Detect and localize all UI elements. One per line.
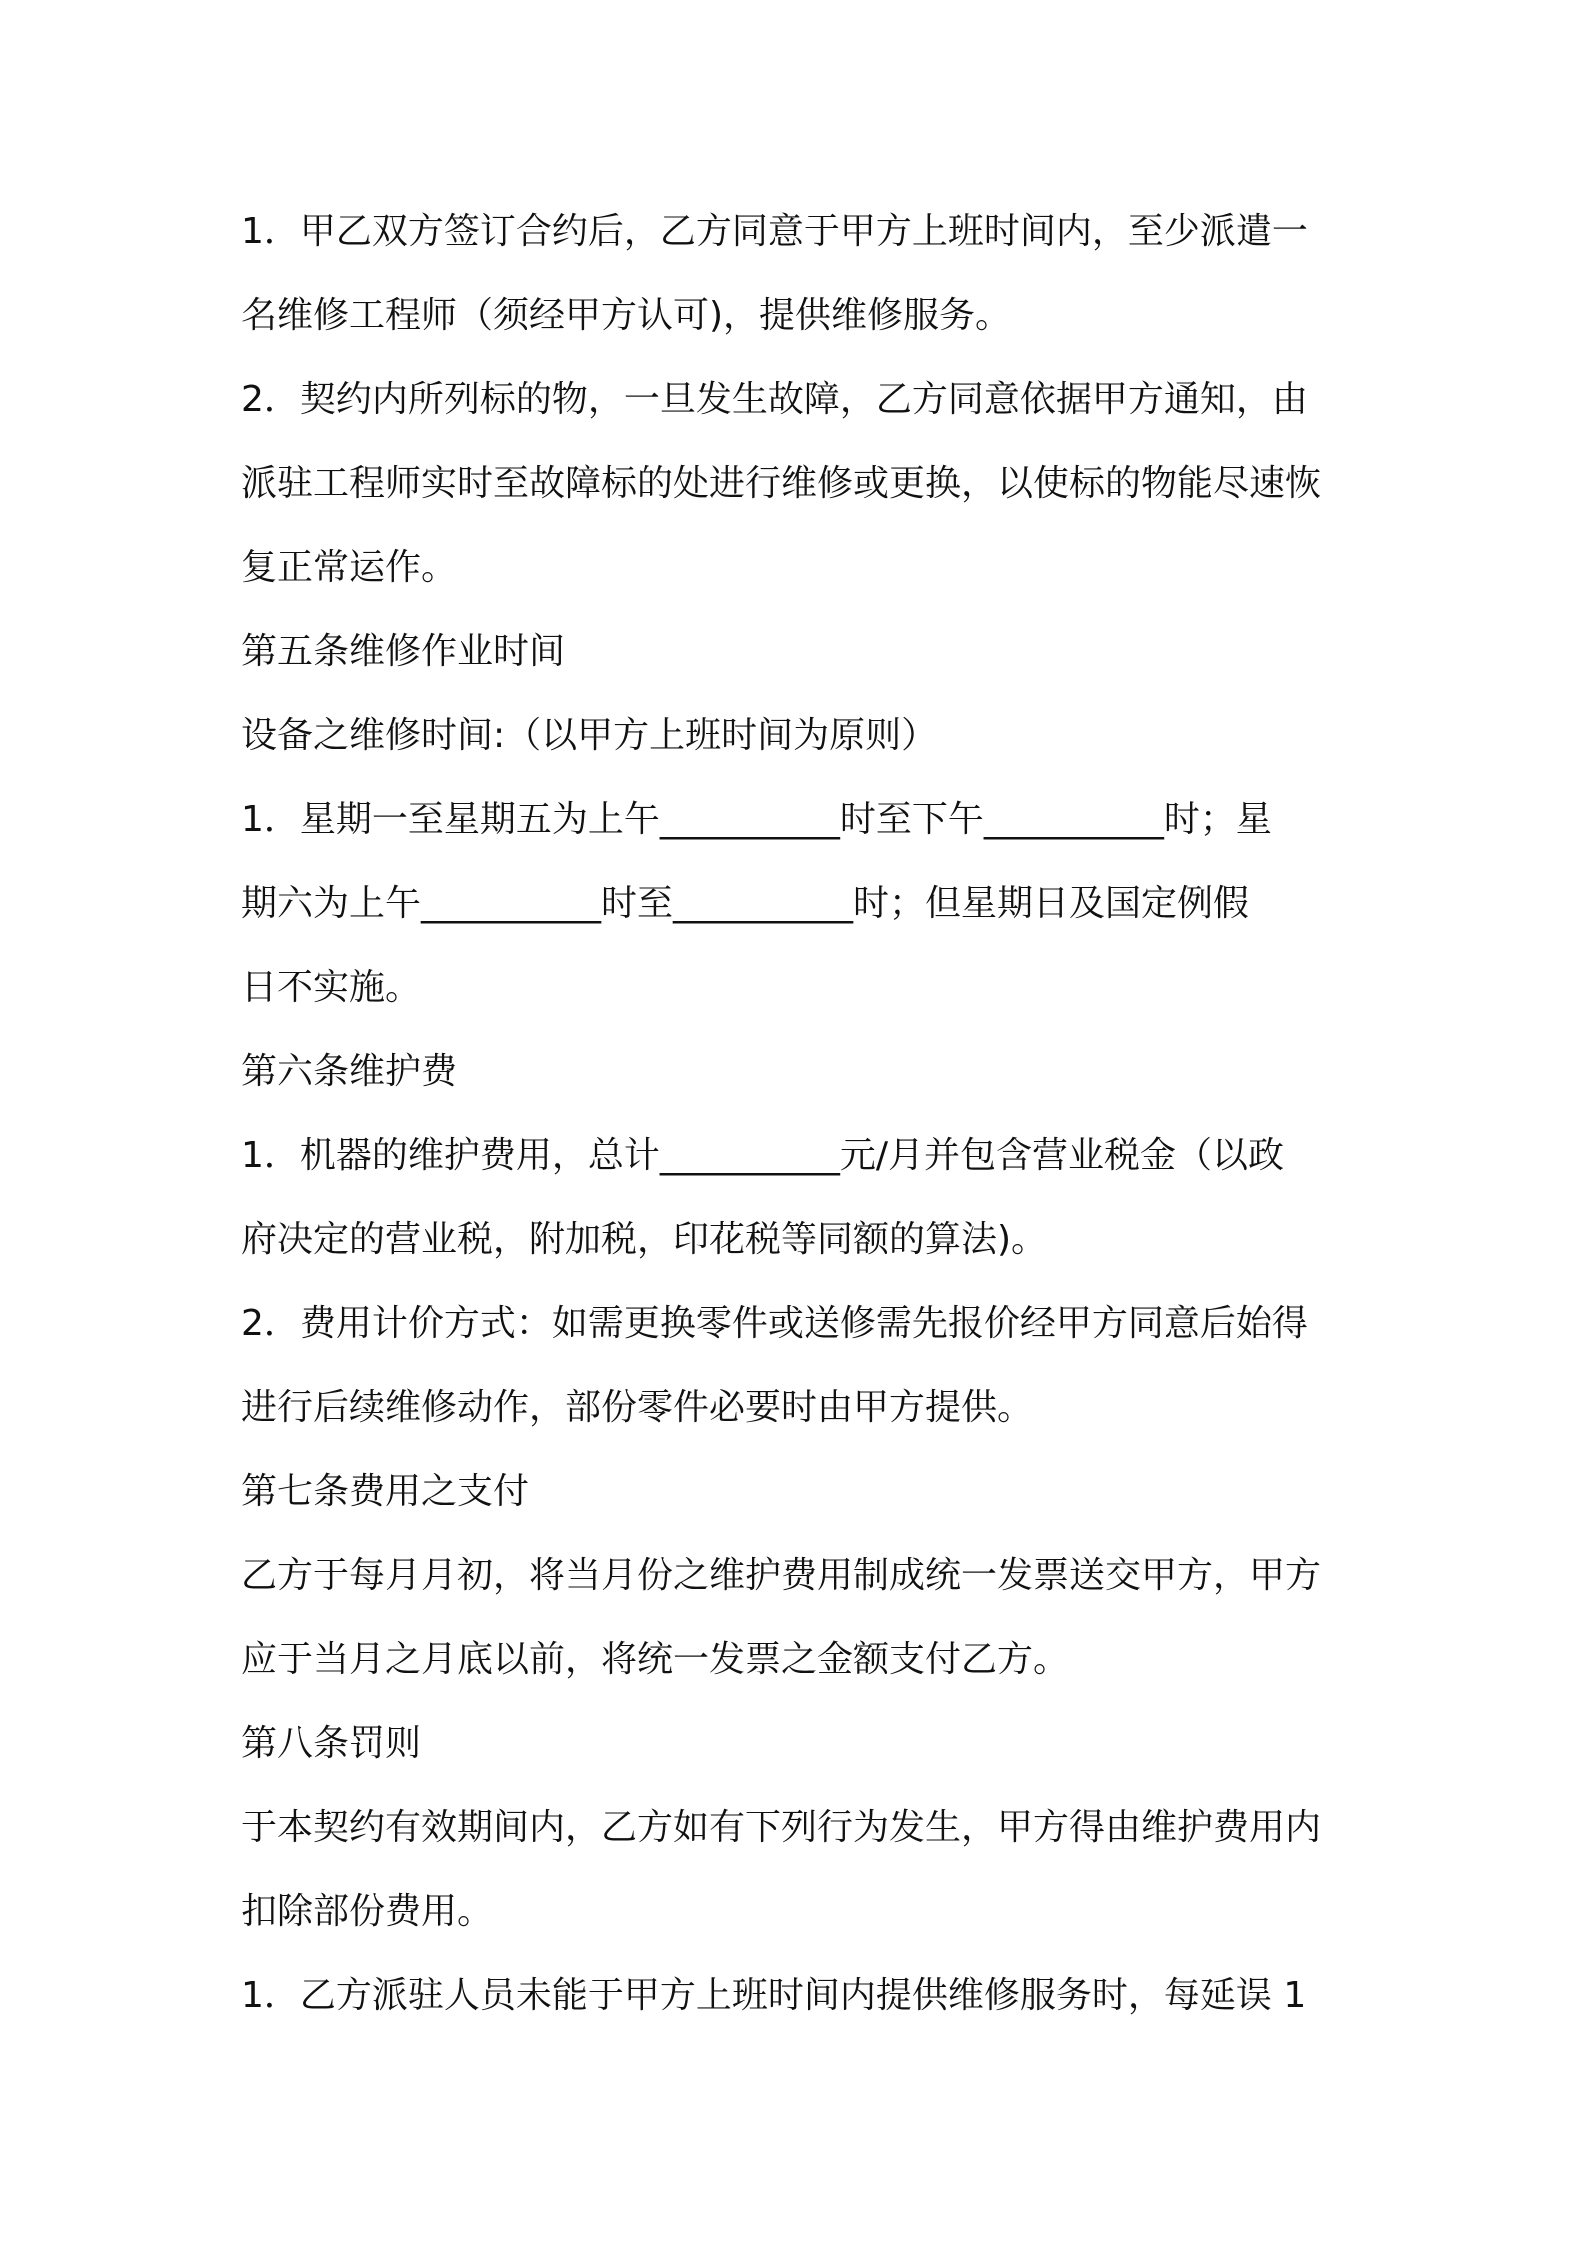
clause-6-item-2-line-2: 进行后续维修动作，部份零件必要时由甲方提供。 <box>241 1387 1034 1428</box>
clause-4-item-2-line-2: 派驻工程师实时至故障标的处进行维修或更换，以使标的物能尽速恢 <box>241 463 1322 504</box>
clause-7-body-line-1: 乙方于每月月初，将当月份之维护费用制成统一发票送交甲方，甲方 <box>241 1555 1322 1596</box>
clause-7-heading: 第七条费用之支付 <box>241 1471 530 1512</box>
clause-6-item-1-line-1: 1．机器的维护费用，总计__________元/月并包含营业税金（以政 <box>241 1135 1285 1176</box>
clause-6-heading: 第六条维护费 <box>241 1051 458 1092</box>
clause-5-heading: 第五条维修作业时间 <box>241 631 566 672</box>
clause-5-item-1-line-3: 日不实施。 <box>241 967 422 1008</box>
clause-4-item-2-line-1: 2．契约内所列标的物，一旦发生故障，乙方同意依据甲方通知，由 <box>241 379 1308 420</box>
document-body <box>241 190 1353 2038</box>
clause-8-intro-line-2: 扣除部份费用。 <box>241 1891 494 1932</box>
clause-4-item-1-line-1: 1．甲乙双方签订合约后，乙方同意于甲方上班时间内，至少派遣一 <box>241 211 1308 252</box>
clause-8-item-1-line-1: 1．乙方派驻人员未能于甲方上班时间内提供维修服务时，每延误 1 <box>241 1975 1307 2016</box>
clause-5-intro: 设备之维修时间:（以甲方上班时间为原则） <box>241 715 938 756</box>
clause-5-item-1-line-1: 1．星期一至星期五为上午__________时至下午__________时；星 <box>241 799 1272 840</box>
clause-4-item-2-line-3: 复正常运作。 <box>241 547 458 588</box>
clause-8-intro-line-1: 于本契约有效期间内，乙方如有下列行为发生，甲方得由维护费用内 <box>241 1807 1322 1848</box>
clause-4-item-1-line-2: 名维修工程师（须经甲方认可)，提供维修服务。 <box>241 295 1012 336</box>
clause-7-body-line-2: 应于当月之月底以前，将统一发票之金额支付乙方。 <box>241 1639 1070 1680</box>
clause-6-item-2-line-1: 2．费用计价方式：如需更换零件或送修需先报价经甲方同意后始得 <box>241 1303 1308 1344</box>
clause-6-item-1-line-2: 府决定的营业税，附加税，印花税等同额的算法)。 <box>241 1219 1048 1260</box>
clause-5-item-1-line-2: 期六为上午__________时至__________时；但星期日及国定例假 <box>241 883 1250 924</box>
clause-8-heading: 第八条罚则 <box>241 1723 422 1764</box>
